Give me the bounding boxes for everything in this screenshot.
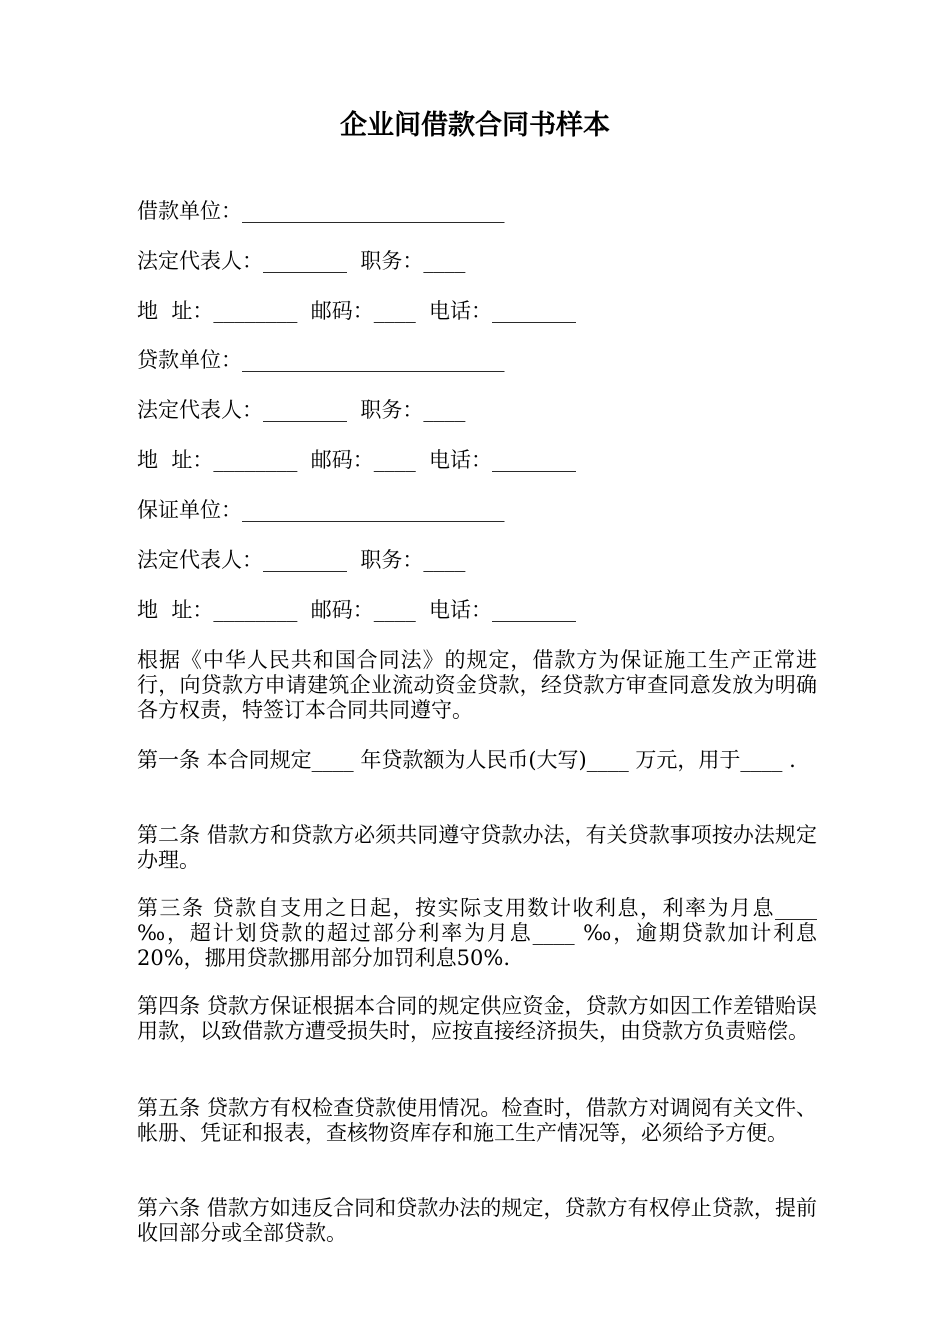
article-2: 第二条 借款方和贷款方必须共同遵守贷款办法，有关贷款事项按办法规定办理。 xyxy=(137,823,817,872)
lender-address-line: 地 址：________ 邮码：____ 电话：________ xyxy=(137,448,577,472)
article-1: 第一条 本合同规定____ 年贷款额为人民币(大写)____ 万元，用于____ . xyxy=(137,748,796,772)
document-title: 企业间借款合同书样本 xyxy=(340,110,610,141)
lender-representative-line: 法定代表人：________ 职务：____ xyxy=(137,398,466,422)
article-3: 第三条 贷款自支用之日起，按实际支用数计收利息，利率为月息____ ‰，超计划贷款的超过部分利率为月息____ ‰，逾期贷款加计利息20%，挪用贷款挪用部分加罚利息50%. xyxy=(137,896,817,970)
article-5: 第五条 贷款方有权检查贷款使用情况。检查时，借款方对调阅有关文件、帐册、凭证和报表，查核物资库存和施工生产情况等，必须给予方便。 xyxy=(137,1096,817,1145)
preamble-paragraph: 根据《中华人民共和国合同法》的规定，借款方为保证施工生产正常进行，向贷款方申请建筑企业流动资金贷款，经贷款方审查同意发放为明确各方权责，特签订本合同共同遵守。 xyxy=(137,648,817,722)
article-4: 第四条 贷款方保证根据本合同的规定供应资金，贷款方如因工作差错贻误用款，以致借款方遭受损失时，应按直接经济损失，由贷款方负责赔偿。 xyxy=(137,994,817,1043)
borrower-address-line: 地 址：________ 邮码：____ 电话：________ xyxy=(137,299,577,323)
guarantor-address-line: 地 址：________ 邮码：____ 电话：________ xyxy=(137,598,577,622)
guarantor-unit-line: 保证单位：_________________________ xyxy=(137,498,505,522)
borrower-representative-line: 法定代表人：________ 职务：____ xyxy=(137,249,466,273)
guarantor-representative-line: 法定代表人：________ 职务：____ xyxy=(137,548,466,572)
lender-unit-line: 贷款单位：_________________________ xyxy=(137,348,505,372)
borrower-unit-line: 借款单位：_________________________ xyxy=(137,199,505,223)
article-6: 第六条 借款方如违反合同和贷款办法的规定，贷款方有权停止贷款，提前收回部分或全部贷款。 xyxy=(137,1196,817,1245)
